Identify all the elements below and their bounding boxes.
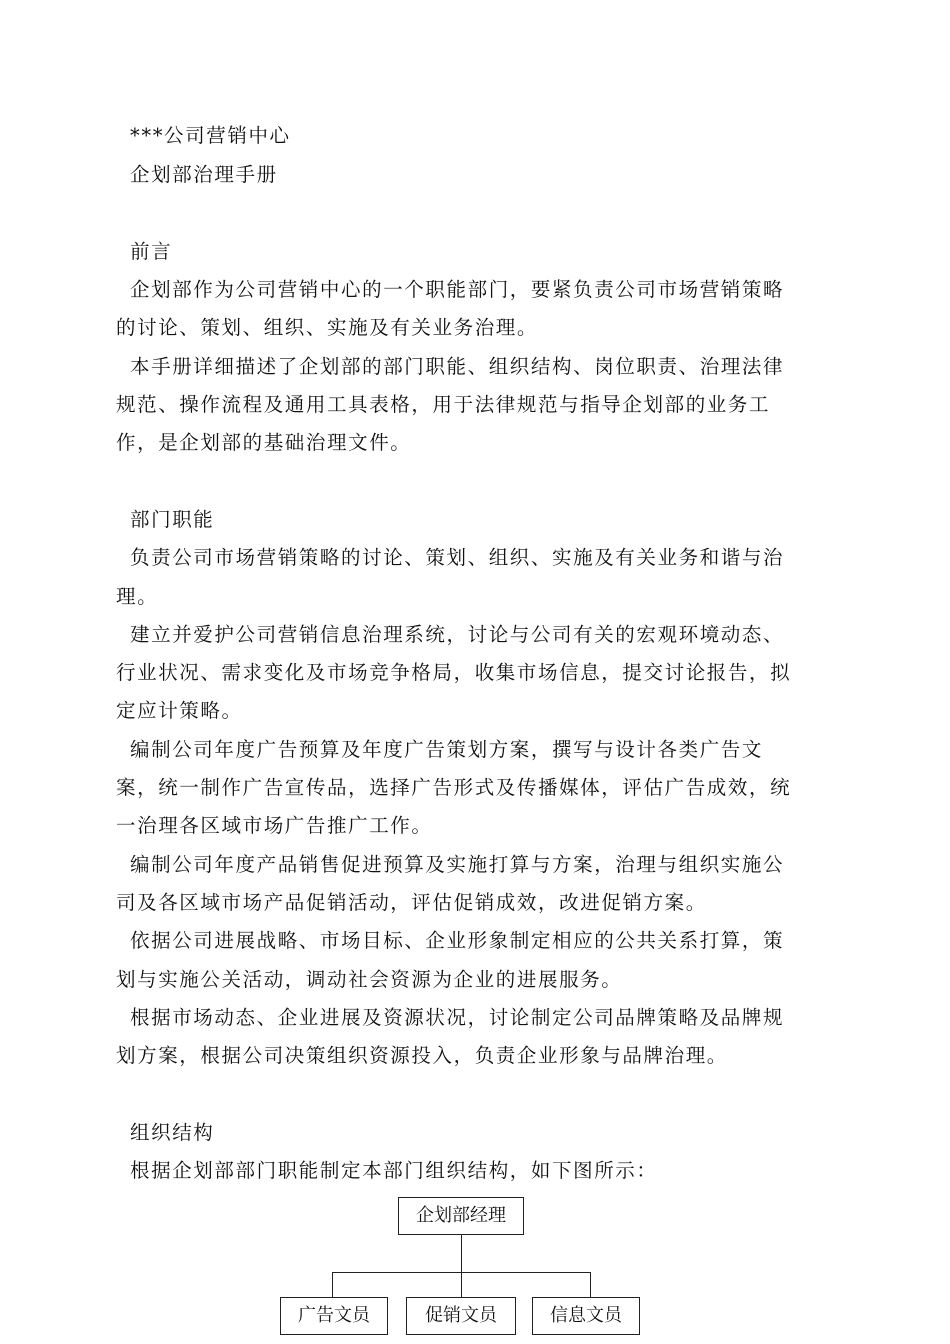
paragraph-line: 编制公司年度广告预算及年度广告策划方案，撰写与设计各类广告文 [130,738,764,761]
org-root-box: 企划部经理 [398,1197,524,1235]
paragraph-line: 企划部作为公司营销中心的一个职能部门，要紧负责公司市场营销策略 [130,278,785,301]
paragraph-line: 划与实施公关活动，调动社会资源为企业的进展服务。 [116,968,623,991]
paragraph-line: 根据市场动态、企业进展及资源状况，讨论制定公司品牌策略及品牌规 [130,1006,785,1029]
functions-heading: 部门职能 [130,508,215,531]
paragraph-line: 负责公司市场营销策略的讨论、策划、组织、实施及有关业务和谐与治 [130,546,785,569]
paragraph-line: 编制公司年度产品销售促进预算及实施打算与方案，治理与组织实施公 [130,853,785,876]
paragraph-line: 依据公司进展战略、市场目标、企业形象制定相应的公共关系打算，策 [130,929,785,952]
org-connector [590,1272,591,1297]
paragraph-line: 划方案，根据公司决策组织资源投入，负责企业形象与品牌治理。 [116,1044,728,1067]
manual-title: 企划部治理手册 [130,163,278,186]
paragraph-line: 案，统一制作广告宣传品，选择广告形式及传播媒体，评估广告成效，统 [116,776,792,799]
paragraph-line: 作，是企划部的基础治理文件。 [116,431,412,454]
paragraph-line: 理。 [116,585,159,608]
paragraph-line: 司及各区域市场产品促销活动，评估促销成效，改进促销方案。 [116,891,707,914]
paragraph-line: 规范、操作流程及通用工具表格，用于法律规范与指导企划部的业务工 [116,393,771,416]
org-child-box: 信息文员 [532,1297,640,1335]
paragraph-line: 建立并爱护公司营销信息治理系统，讨论与公司有关的宏观环境动态、 [130,623,785,646]
paragraph-line: 一治理各区域市场广告推广工作。 [116,814,433,837]
paragraph-line: 行业状况、需求变化及市场竞争格局，收集市场信息，提交讨论报告，拟 [116,661,792,684]
paragraph-line: 本手册详细描述了企划部的部门职能、组织结构、岗位职责、治理法律 [130,355,785,378]
paragraph-line: 的讨论、策划、组织、实施及有关业务治理。 [116,316,539,339]
org-connector [332,1272,591,1273]
paragraph-line: 定应计策略。 [116,699,243,722]
org-child-box: 广告文员 [280,1297,388,1335]
company-name: ***公司营销中心 [130,124,291,147]
structure-heading: 组织结构 [130,1121,215,1144]
org-connector [461,1235,462,1297]
org-child-box: 促销文员 [406,1297,516,1335]
structure-intro: 根据企划部部门职能制定本部门组织结构，如下图所示： [130,1159,658,1182]
preface-heading: 前言 [130,240,173,263]
org-connector [332,1272,333,1297]
